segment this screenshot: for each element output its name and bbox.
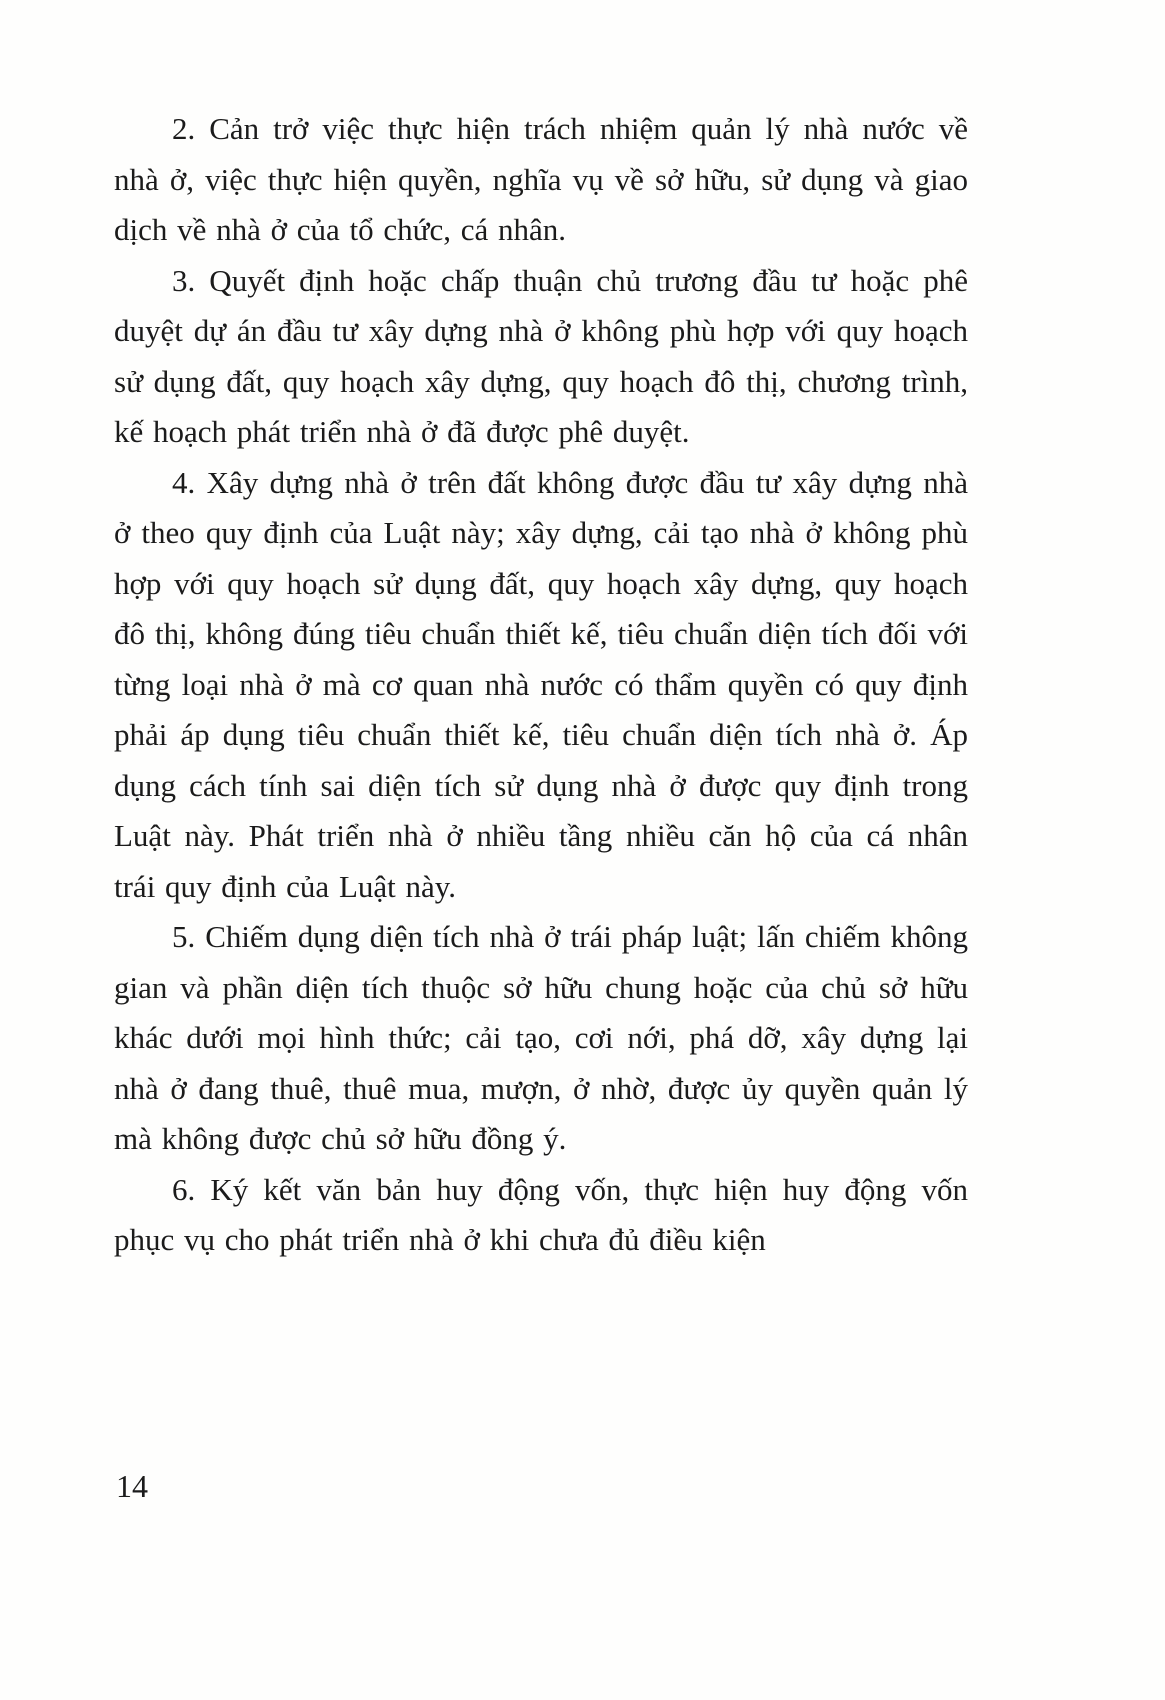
paragraph-clause-3: 3. Quyết định hoặc chấp thuận chủ trương đầu tư hoặc phê duyệt dự án đầu tư xây dựng nhà ở không phù hợp với quy hoạch sử dụng đất, quy hoạch xây dựng, quy hoạch đô thị, chương trình, kế hoạch phát triển nhà ở đã được phê duyệt.: [114, 262, 968, 449]
paragraph-clause-6: 6. Ký kết văn bản huy động vốn, thực hiện huy động vốn phục vụ cho phát triển nhà ở khi chưa đủ điều kiện: [114, 1171, 968, 1257]
paragraph-clause-2: 2. Cản trở việc thực hiện trách nhiệm quản lý nhà nước về nhà ở, việc thực hiện quyền, nghĩa vụ về sở hữu, sử dụng và giao dịch về nhà ở của tổ chức, cá nhân.: [114, 111, 968, 247]
paragraph-clause-4: 4. Xây dựng nhà ở trên đất không được đầu tư xây dựng nhà ở theo quy định của Luật này; xây dựng, cải tạo nhà ở không phù hợp với quy hoạch sử dụng đất, quy hoạch xây dựng, quy hoạch đô thị, không đúng tiêu chuẩn thiết kế, tiêu chuẩn diện tích đối với từng loại nhà ở mà cơ quan nhà nước có thẩm quyền có quy định phải áp dụng tiêu chuẩn thiết kế, tiêu chuẩn diện tích nhà ở. Áp dụng cách tính sai diện tích sử dụng nhà ở được quy định trong Luật này. Phát triển nhà ở nhiều tầng nhiều căn hộ của cá nhân trái quy định của Luật này.: [114, 464, 968, 904]
paragraph-clause-5: 5. Chiếm dụng diện tích nhà ở trái pháp luật; lấn chiếm không gian và phần diện tích thuộc sở hữu chung hoặc của chủ sở hữu khác dưới mọi hình thức; cải tạo, cơi nới, phá dỡ, xây dựng lại nhà ở đang thuê, thuê mua, mượn, ở nhờ, được ủy quyền quản lý mà không được chủ sở hữu đồng ý.: [114, 919, 968, 1156]
body-text: [114, 104, 968, 1266]
page-number: 14: [116, 1468, 148, 1504]
